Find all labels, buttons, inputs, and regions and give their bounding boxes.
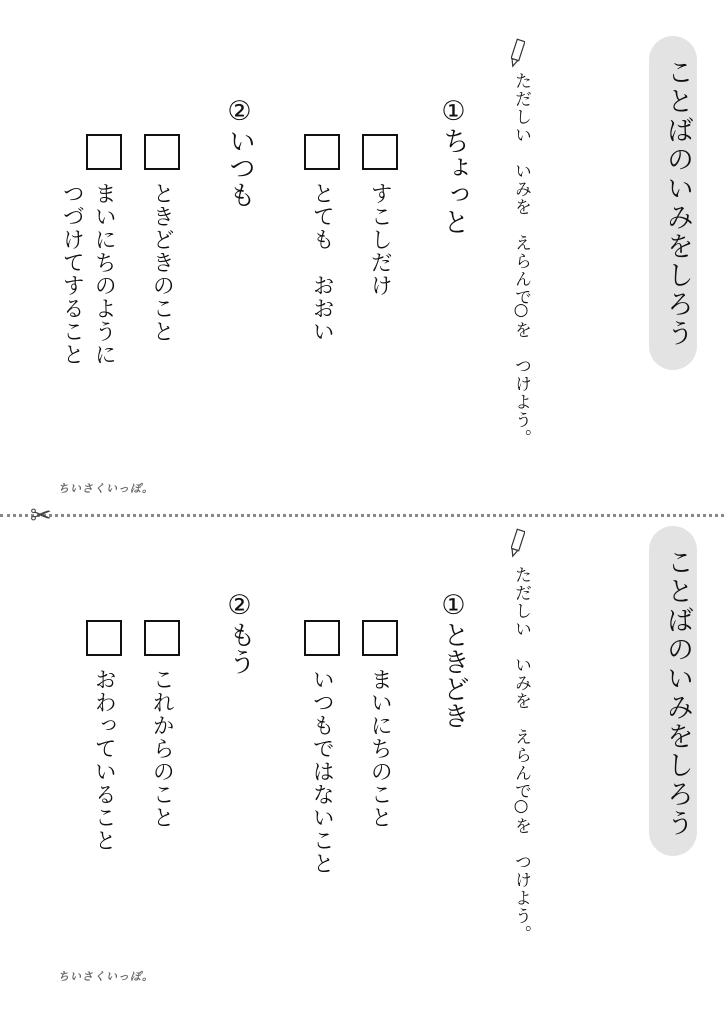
- pencil-icon: [511, 528, 525, 558]
- logo: ちいさくいっぽ。: [58, 482, 154, 495]
- logo: ちいさくいっぽ。: [58, 970, 154, 983]
- cut-line: [0, 514, 724, 517]
- choice-label: おわっていること: [91, 668, 117, 852]
- answer-checkbox[interactable]: [86, 134, 122, 170]
- choice-label: これからのこと: [149, 668, 175, 829]
- choice-label: とても おおい: [309, 182, 335, 343]
- scissors-icon: ✂: [30, 501, 52, 531]
- worksheet-title: ことばのいみをしろう: [662, 58, 693, 348]
- instruction-line-2: ○を つけよう。: [511, 300, 531, 447]
- answer-checkbox[interactable]: [362, 134, 398, 170]
- question-2-heading: ②いつも: [224, 96, 255, 208]
- question-1-heading: ①ちょっと: [438, 96, 469, 235]
- choice-label: まいにちのように: [91, 182, 117, 366]
- worksheet-title: ことばのいみをしろう: [662, 548, 693, 838]
- instruction-line-1: ただしい いみを えらんで: [511, 566, 531, 800]
- choice-label: ときどきのこと: [149, 182, 175, 343]
- pencil-icon: [511, 38, 525, 68]
- answer-checkbox[interactable]: [144, 620, 180, 656]
- choice-label: まいにちのこと: [367, 668, 393, 829]
- instruction-line-2: ○を つけよう。: [511, 796, 531, 943]
- answer-checkbox[interactable]: [144, 134, 180, 170]
- answer-checkbox[interactable]: [304, 134, 340, 170]
- answer-checkbox[interactable]: [362, 620, 398, 656]
- answer-checkbox[interactable]: [304, 620, 340, 656]
- choice-label: つづけてすること: [59, 182, 85, 366]
- instruction-line-1: ただしい いみを えらんで: [511, 72, 531, 306]
- question-1-heading: ①ときどき: [438, 590, 469, 729]
- choice-label: すこしだけ: [367, 182, 393, 297]
- answer-checkbox[interactable]: [86, 620, 122, 656]
- question-2-heading: ②もう: [224, 590, 255, 675]
- choice-label: いつもではないこと: [309, 668, 335, 875]
